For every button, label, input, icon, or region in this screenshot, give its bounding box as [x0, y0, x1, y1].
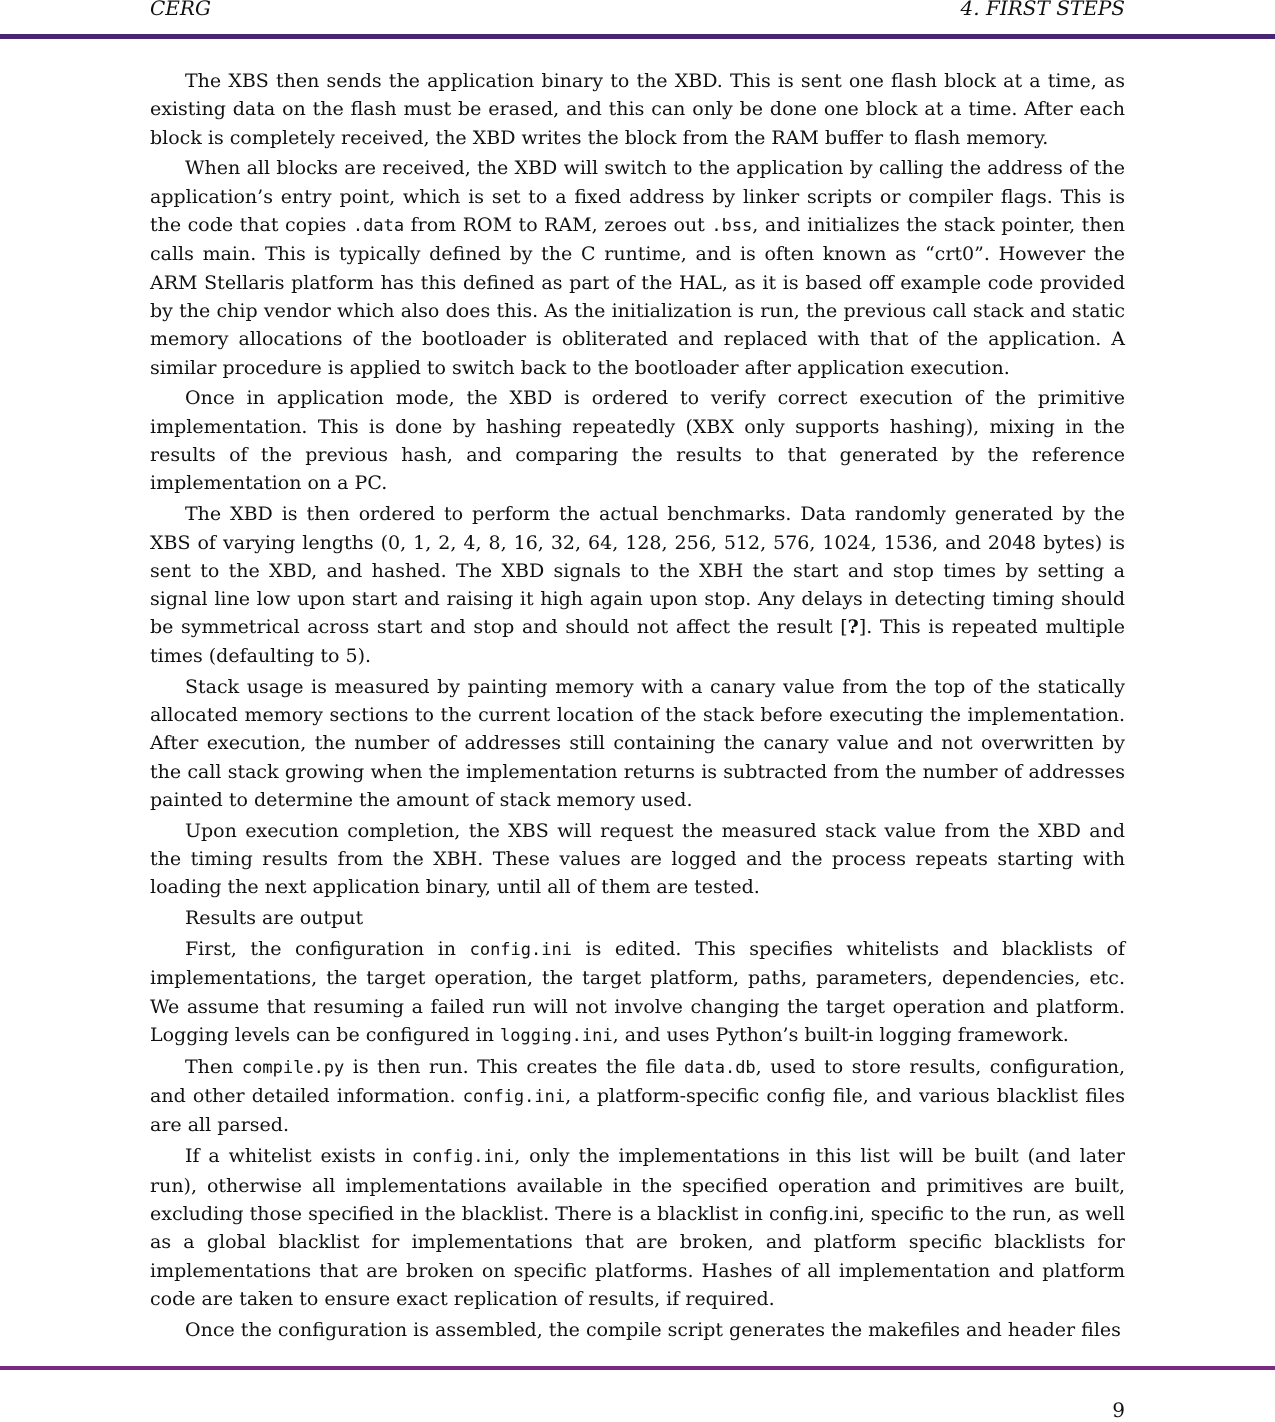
paragraph-7: Results are output: [185, 907, 364, 930]
running-header: [150, 0, 1125, 26]
code-bss: .bss: [711, 216, 753, 237]
paragraph-4: The XBD is then ordered to perform the actual benchmarks. Data randomly generated by the XBS of varying lengths (0, 1, 2, 4, 8, 16, 32, 64, 128, 256, 512, 576, 1024, 1536, and 2048 bytes) is sent to the XBD, and hashed. The XBD signals to the XBH the start and stop times by setting a signal line low upon start and raising it high again upon stop. Any delays in detecting timing should be symmetrical across start and stop and should not affect the result [?]. This is repeated multiple times (defaulting to 5).: [150, 503, 1125, 667]
code-config-ini: config.ini: [469, 940, 572, 961]
paragraph-6: Upon execution completion, the XBS will request the measured stack value from the XBD and the timing results from the XBH. These values are logged and the process repeats starting with loading the next application binary, until all of them are tested.: [150, 819, 1125, 899]
code-data-db: data.db: [684, 1057, 756, 1078]
header-left: CERG: [150, 0, 211, 20]
paragraph-9: Then compile.py is then run. This creates the file data.db, used to store results, configuration, and other detailed information. config.ini, a platform-specific config file, and various blacklist files are all parsed.: [150, 1055, 1125, 1137]
citation-link[interactable]: ?: [847, 616, 859, 639]
paragraph-1: The XBS then sends the application binary to the XBD. This is sent one flash block at a time, as existing data on the flash must be erased, and this can only be done one block at a time. After each block is completely received, the XBD writes the block from the RAM buffer to flash memory.: [150, 70, 1125, 149]
paragraph-11: Once the configuration is assembled, the compile script generates the makefiles and header files: [185, 1318, 1121, 1341]
body-text: [150, 67, 1125, 1347]
paragraph-2: When all blocks are received, the XBD will switch to the application by calling the address of the application’s entry point, which is set to a fixed address by linker scripts or compiler flags. This is the code that copies .data from ROM to RAM, zeroes out .bss, and initializes the stack pointer, then calls main. This is typically defined by the C runtime, and is often known as “crt0”. However the ARM Stellaris platform has this defined as part of the HAL, as it is based off example code provided by the chip vendor which also does this. As the initialization is run, the previous call stack and static memory allocations of the bootloader is obliterated and replaced with that of the application. A similar procedure is applied to switch back to the bootloader after application execution.: [150, 157, 1125, 379]
paragraph-5: Stack usage is measured by painting memory with a canary value from the top of the statically allocated memory sections to the current location of the stack before executing the implementation. After execution, the number of addresses still containing the canary value and not overwritten by the call stack growing when the implementation returns is subtracted from the number of addresses painted to determine the amount of stack memory used.: [150, 675, 1125, 811]
paragraph-8: First, the configuration in config.ini is edited. This specifies whitelists and blacklists of implementations, the target operation, the target platform, paths, parameters, dependencies, etc. We assume that resuming a failed run will not involve changing the target operation and platform. Logging levels can be configured in logging.ini, and uses Python’s built-in logging framework.: [150, 938, 1125, 1046]
paragraph-10: If a whitelist exists in config.ini, only the implementations in this list will be built (and later run), otherwise all implementations available in the specified operation and primitives are built, excluding those specified in the blacklist. There is a blacklist in config.ini, specific to the run, as well as a global blacklist for implementations that are broken, and platform specific blacklists for implementations that are broken on specific platforms. Hashes of all implementation and platform code are taken to ensure exact replication of results, if required.: [150, 1145, 1125, 1310]
code-logging-ini: logging.ini: [500, 1025, 613, 1046]
code-config-ini: config.ini: [411, 1147, 515, 1168]
header-rule: [0, 34, 1275, 39]
code-config-ini: config.ini: [462, 1087, 566, 1108]
page-number: 9: [1112, 1398, 1125, 1422]
code-data: .data: [352, 216, 405, 237]
code-compile-py: compile.py: [241, 1057, 345, 1078]
paragraph-3: Once in application mode, the XBD is ordered to verify correct execution of the primitive implementation. This is done by hashing repeatedly (XBX only supports hashing), mixing in the results of the previous hash, and comparing the results to that generated by the reference implementation on a PC.: [150, 387, 1125, 495]
footer-rule: [0, 1366, 1275, 1370]
header-right: 4. FIRST STEPS: [960, 0, 1125, 20]
